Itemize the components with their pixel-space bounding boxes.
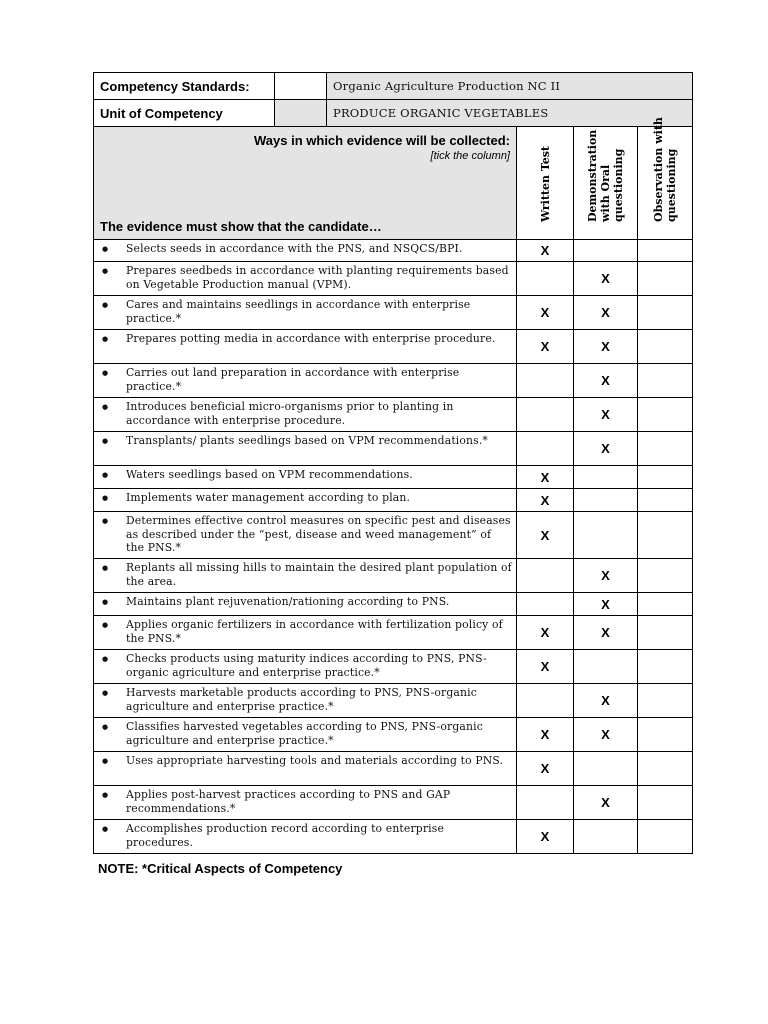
criterion-cell xyxy=(94,752,517,786)
column-header-text: Demonstration xyxy=(586,129,599,222)
method-mark-cell: X xyxy=(574,432,638,466)
bullet-icon: ● xyxy=(102,267,109,275)
criterion-text: Applies post-harvest practices according to PNS and GAP recommendations.* xyxy=(126,788,451,815)
criterion-text: Carries out land preparation in accordance with enterprise practice.* xyxy=(126,366,460,393)
method-mark-cell: X xyxy=(517,650,574,684)
criterion-cell xyxy=(94,432,517,466)
criterion-text: Replants all missing hills to maintain the desired plant population of the area. xyxy=(126,561,512,588)
criterion-cell xyxy=(94,616,517,650)
bullet-icon: ● xyxy=(102,494,109,502)
method-mark-cell: X xyxy=(574,330,638,364)
tick-instruction: [tick the column] xyxy=(430,150,510,162)
method-mark-cell: X xyxy=(574,593,638,616)
method-mark-cell: X xyxy=(517,296,574,330)
criterion-text: Checks products using maturity indices according to PNS, PNS-organic agriculture and enterprise practice.* xyxy=(126,652,487,679)
criterion-text: Uses appropriate harvesting tools and materials according to PNS. xyxy=(126,754,504,767)
method-mark-cell xyxy=(574,752,638,786)
bullet-icon: ● xyxy=(102,335,109,343)
criterion-row xyxy=(94,489,693,512)
method-mark-cell xyxy=(638,466,693,489)
criterion-row xyxy=(94,752,693,786)
competency-standards-row xyxy=(94,73,693,100)
bullet-icon: ● xyxy=(102,723,109,731)
criterion-cell xyxy=(94,512,517,559)
method-mark-cell xyxy=(638,489,693,512)
unit-of-competency-label: Unit of Competency xyxy=(94,100,275,127)
method-mark-cell: X xyxy=(574,398,638,432)
criterion-text: Classifies harvested vegetables according to PNS, PNS-organic agriculture and enterprise practice.* xyxy=(126,720,483,747)
ways-label: Ways in which evidence will be collected: xyxy=(254,133,510,148)
method-mark-cell xyxy=(638,650,693,684)
criterion-text: Cares and maintains seedlings in accordance with enterprise practice.* xyxy=(126,298,471,325)
criterion-row xyxy=(94,559,693,593)
blank-cell xyxy=(275,73,327,100)
column-header-text: questioning xyxy=(612,148,625,222)
column-header-text: Written Test xyxy=(538,145,552,222)
method-mark-cell xyxy=(517,364,574,398)
method-mark-cell xyxy=(638,752,693,786)
method-mark-cell xyxy=(638,240,693,262)
competency-standards-value: Organic Agriculture Production NC II xyxy=(327,73,693,100)
method-mark-cell: X xyxy=(574,296,638,330)
method-mark-cell xyxy=(574,650,638,684)
method-mark-cell: X xyxy=(574,616,638,650)
criterion-row xyxy=(94,262,693,296)
method-mark-cell xyxy=(517,593,574,616)
method-mark-cell xyxy=(638,296,693,330)
method-mark-cell xyxy=(517,559,574,593)
method-mark-cell xyxy=(517,432,574,466)
criterion-cell xyxy=(94,240,517,262)
criterion-row xyxy=(94,240,693,262)
method-mark-cell: X xyxy=(517,240,574,262)
method-mark-cell xyxy=(638,786,693,820)
criterion-cell xyxy=(94,650,517,684)
evidence-header-cell xyxy=(94,127,517,240)
criterion-row xyxy=(94,512,693,559)
method-mark-cell: X xyxy=(517,820,574,854)
method-mark-cell: X xyxy=(517,489,574,512)
header-table xyxy=(93,72,693,127)
criterion-row xyxy=(94,364,693,398)
bullet-icon: ● xyxy=(102,655,109,663)
method-mark-cell: X xyxy=(517,466,574,489)
method-mark-cell xyxy=(638,684,693,718)
criterion-cell xyxy=(94,296,517,330)
criterion-row xyxy=(94,820,693,854)
bullet-icon: ● xyxy=(102,757,109,765)
criterion-row xyxy=(94,684,693,718)
method-mark-cell: X xyxy=(517,752,574,786)
column-header-observation xyxy=(638,117,693,240)
bullet-icon: ● xyxy=(102,301,109,309)
method-mark-cell xyxy=(638,432,693,466)
criterion-text: Harvests marketable products according to PNS, PNS-organic agriculture and enterprise practice.* xyxy=(126,686,477,713)
column-header-text: with Oral xyxy=(599,164,612,222)
criterion-cell xyxy=(94,559,517,593)
criterion-cell xyxy=(94,364,517,398)
criterion-text: Prepares seedbeds in accordance with planting requirements based on Vegetable Production manual (VPM). xyxy=(126,264,509,291)
criterion-row xyxy=(94,330,693,364)
criterion-text: Accomplishes production record according to enterprise procedures. xyxy=(126,822,444,849)
criterion-text: Determines effective control measures on specific pest and diseases as described under the “pest, disease and weed management” of the PNS.* xyxy=(126,514,511,554)
criterion-cell xyxy=(94,820,517,854)
method-mark-cell xyxy=(638,718,693,752)
criterion-cell xyxy=(94,684,517,718)
criterion-row xyxy=(94,296,693,330)
criterion-cell xyxy=(94,398,517,432)
method-mark-cell: X xyxy=(517,718,574,752)
criterion-cell xyxy=(94,466,517,489)
method-mark-cell xyxy=(574,489,638,512)
bullet-icon: ● xyxy=(102,825,109,833)
method-mark-cell xyxy=(638,262,693,296)
column-header-text: questioning xyxy=(665,148,678,222)
unit-of-competency-row xyxy=(94,100,693,127)
bullet-icon: ● xyxy=(102,437,109,445)
bullet-icon: ● xyxy=(102,471,109,479)
method-mark-cell xyxy=(517,398,574,432)
evidence-table-header xyxy=(94,127,693,240)
criterion-row xyxy=(94,616,693,650)
method-mark-cell xyxy=(638,364,693,398)
evidence-table xyxy=(93,117,693,854)
criterion-text: Waters seedlings based on VPM recommendations. xyxy=(126,468,413,481)
evidence-label: The evidence must show that the candidate… xyxy=(100,219,382,234)
method-mark-cell xyxy=(638,616,693,650)
criterion-cell xyxy=(94,330,517,364)
criterion-text: Prepares potting media in accordance with enterprise procedure. xyxy=(126,332,496,345)
criterion-cell xyxy=(94,489,517,512)
bullet-icon: ● xyxy=(102,403,109,411)
method-mark-cell: X xyxy=(574,364,638,398)
criterion-text: Introduces beneficial micro-organisms prior to planting in accordance with enterprise procedure. xyxy=(126,400,454,427)
criterion-row xyxy=(94,466,693,489)
note-critical-aspects: NOTE: *Critical Aspects of Competency xyxy=(98,861,343,876)
method-mark-cell: X xyxy=(517,330,574,364)
method-mark-cell xyxy=(574,466,638,489)
method-mark-cell xyxy=(517,684,574,718)
criterion-cell xyxy=(94,593,517,616)
criterion-cell xyxy=(94,786,517,820)
criterion-row xyxy=(94,718,693,752)
criterion-text: Transplants/ plants seedlings based on VPM recommendations.* xyxy=(126,434,488,447)
method-mark-cell xyxy=(574,240,638,262)
method-mark-cell: X xyxy=(574,262,638,296)
bullet-icon: ● xyxy=(102,245,109,253)
bullet-icon: ● xyxy=(102,689,109,697)
method-mark-cell xyxy=(638,330,693,364)
criterion-text: Maintains plant rejuvenation/rationing according to PNS. xyxy=(126,595,450,608)
column-header-written-test xyxy=(517,127,574,240)
bullet-icon: ● xyxy=(102,564,109,572)
criterion-row xyxy=(94,398,693,432)
method-mark-cell: X xyxy=(574,718,638,752)
method-mark-cell xyxy=(517,786,574,820)
method-mark-cell: X xyxy=(574,559,638,593)
criterion-text: Implements water management according to plan. xyxy=(126,491,411,504)
criterion-row xyxy=(94,786,693,820)
method-mark-cell: X xyxy=(517,616,574,650)
method-mark-cell xyxy=(638,398,693,432)
method-mark-cell xyxy=(574,820,638,854)
method-mark-cell: X xyxy=(574,786,638,820)
method-mark-cell: X xyxy=(574,684,638,718)
bullet-icon: ● xyxy=(102,621,109,629)
column-header-demonstration xyxy=(574,127,638,240)
column-header-text: Observation with xyxy=(652,117,665,222)
method-mark-cell xyxy=(638,593,693,616)
method-mark-cell xyxy=(638,512,693,559)
criterion-cell xyxy=(94,718,517,752)
bullet-icon: ● xyxy=(102,598,109,606)
method-mark-cell xyxy=(517,262,574,296)
method-mark-cell xyxy=(638,559,693,593)
criterion-text: Selects seeds in accordance with the PNS, and NSQCS/BPI. xyxy=(126,242,463,255)
criterion-row xyxy=(94,432,693,466)
method-mark-cell xyxy=(638,820,693,854)
competency-standards-label: Competency Standards: xyxy=(94,73,275,100)
unit-of-competency-value: PRODUCE ORGANIC VEGETABLES xyxy=(327,100,693,127)
method-mark-cell: X xyxy=(517,512,574,559)
blank-cell xyxy=(275,100,327,127)
criterion-row xyxy=(94,593,693,616)
criterion-row xyxy=(94,650,693,684)
bullet-icon: ● xyxy=(102,791,109,799)
criterion-text: Applies organic fertilizers in accordance with fertilization policy of the PNS.* xyxy=(126,618,503,645)
criterion-cell xyxy=(94,262,517,296)
bullet-icon: ● xyxy=(102,369,109,377)
bullet-icon: ● xyxy=(102,517,109,525)
method-mark-cell xyxy=(574,512,638,559)
